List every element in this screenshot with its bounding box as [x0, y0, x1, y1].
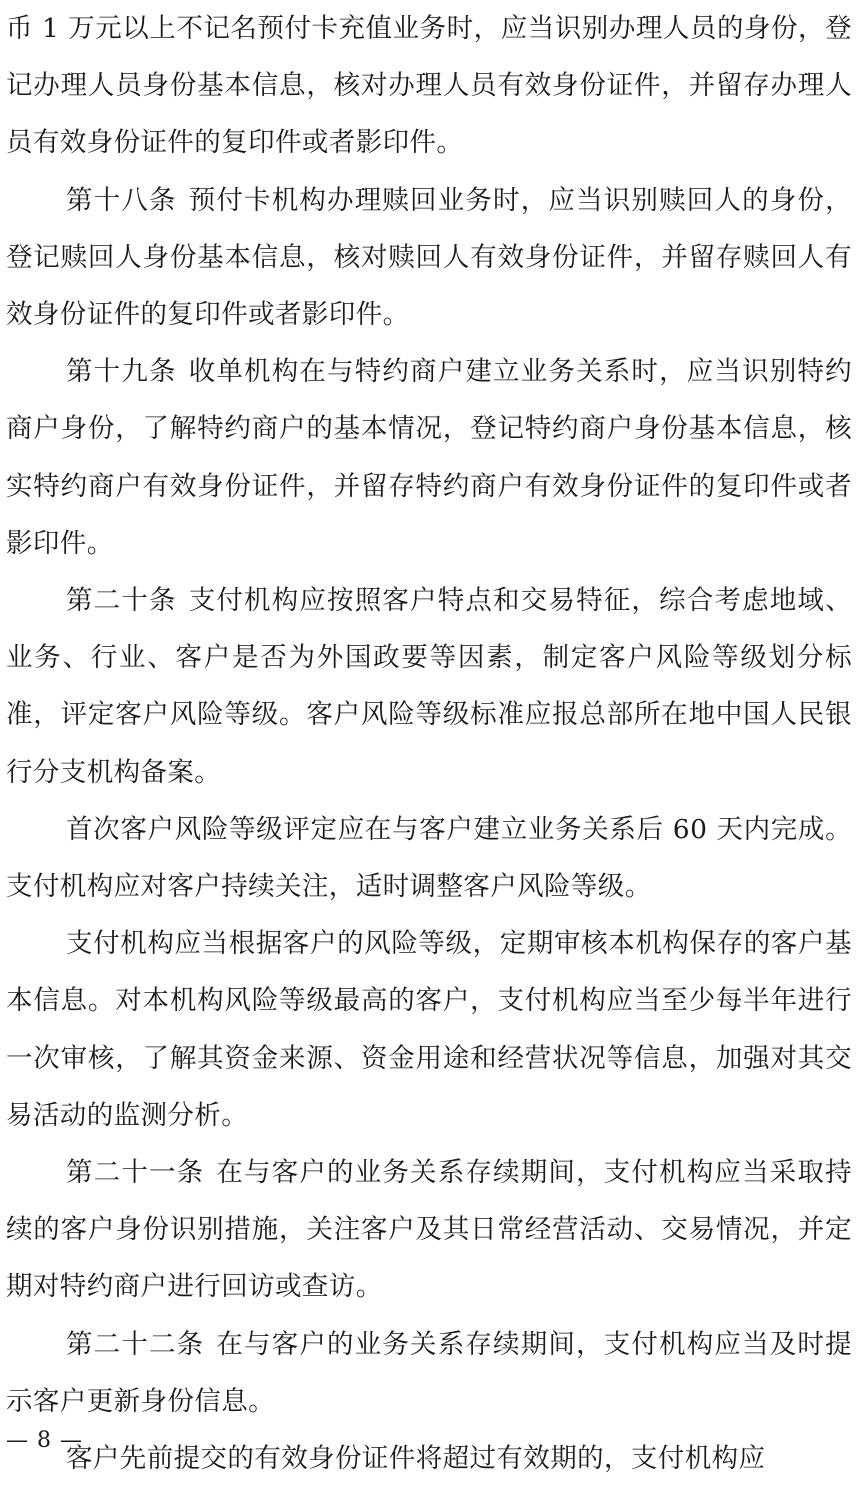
paragraph-article-19: [6, 343, 852, 572]
paragraph-id-expiry: [6, 1430, 852, 1487]
paragraph-text: 支付机构应按照客户特点和交易特征，综合考虑地域、业务、行业、客户是否为外国政要等因素，制定客户风险等级划分标准，评定客户风险等级。客户风险等级标准应报总部所在地中国人民银行分支机构备案。: [6, 585, 852, 788]
paragraph-text: 在与客户的业务关系存续期间，支付机构应当采取持续的客户身份识别措施，关注客户及其日常经营活动、交易情况，并定期对特约商户进行回访或查访。: [6, 1157, 853, 1303]
paragraph-text: 收单机构在与特约商户建立业务关系时，应当识别特约商户身份，了解特约商户的基本情况，登记特约商户身份基本信息，核实特约商户有效身份证件，并留存特约商户有效身份证件的复印件或者影印件。: [6, 356, 852, 559]
document-body: [6, 0, 852, 1487]
paragraph-article-21: [6, 1144, 852, 1316]
paragraph-text: 在与客户的业务关系存续期间，支付机构应当及时提示客户更新身份信息。: [6, 1328, 853, 1417]
article-number: 第二十二条: [66, 1328, 205, 1360]
paragraph-text: 首次客户风险等级评定应在与客户建立业务关系后 60 天内完成。支付机构应对客户持续关注，适时调整客户风险等级。: [6, 813, 852, 903]
article-number: 第二十一条: [66, 1157, 205, 1189]
paragraph-text: 客户先前提交的有效身份证件将超过有效期的，支付机构应: [66, 1443, 766, 1475]
article-number: 第十九条: [66, 356, 177, 388]
paragraph-article-18: [6, 172, 852, 344]
paragraph-article-20: [6, 572, 852, 801]
paragraph-first-rating: [6, 801, 852, 915]
article-number: 第二十条: [66, 585, 177, 617]
paragraph-article-22: [6, 1316, 852, 1430]
paragraph-text: 币 1 万元以上不记名预付卡充值业务时，应当识别办理人员的身份，登记办理人员身份基本信息，核对办理人员有效身份证件，并留存办理人员有效身份证件的复印件或者影印件。: [6, 13, 852, 159]
article-number: 第十八条: [66, 184, 177, 216]
paragraph-periodic-review: [6, 915, 852, 1144]
paragraph-text: 支付机构应当根据客户的风险等级，定期审核本机构保存的客户基本信息。对本机构风险等级最高的客户，支付机构应当至少每半年进行一次审核，了解其资金来源、资金用途和经营状况等信息，加强对其交易活动的监测分析。: [6, 928, 852, 1131]
paragraph-continued: [6, 0, 852, 172]
paragraph-text: 预付卡机构办理赎回业务时，应当识别赎回人的身份，登记赎回人身份基本信息，核对赎回人有效身份证件，并留存赎回人有效身份证件的复印件或者影印件。: [6, 184, 852, 331]
page-number: — 8 —: [6, 1428, 83, 1453]
